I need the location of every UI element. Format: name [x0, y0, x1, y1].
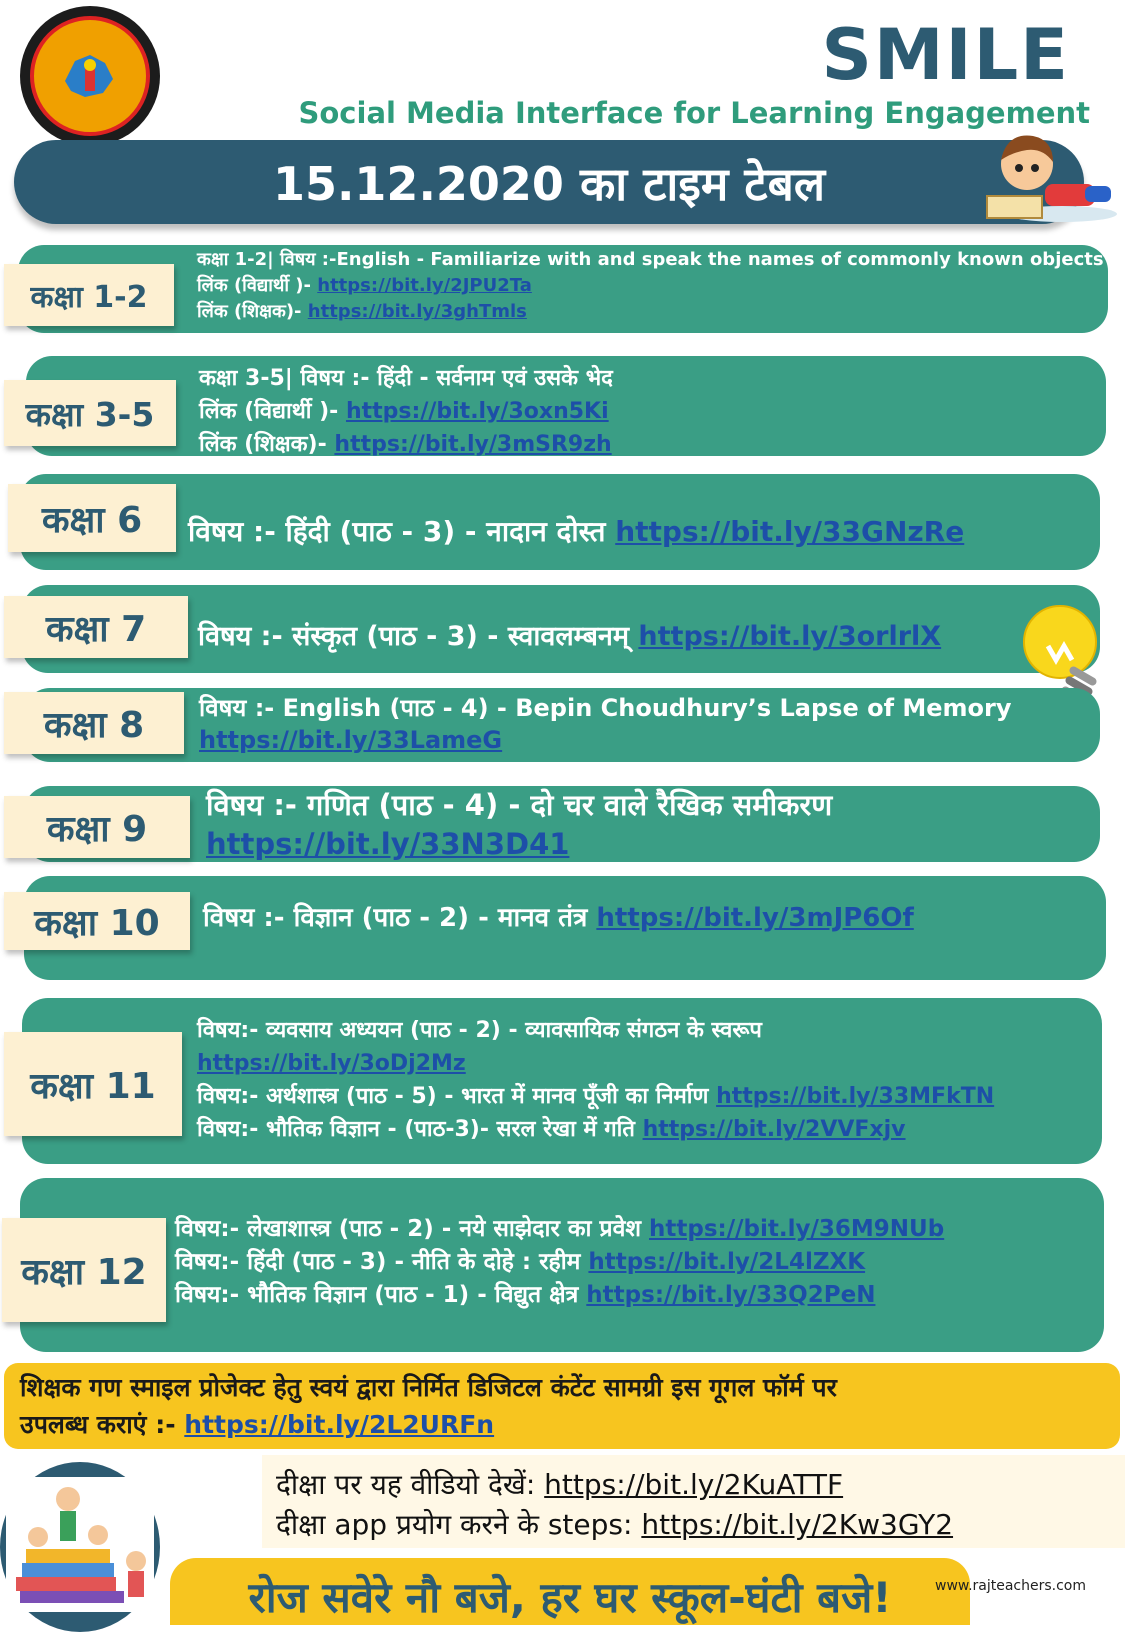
line	[199, 395, 613, 428]
line-text: विषय:- भौतिक विज्ञान - (पाठ-3)- सरल रेखा में गति	[197, 1117, 643, 1142]
class-content-1-2	[197, 247, 1104, 325]
page-title: SMILE	[821, 14, 1070, 96]
line-text: लिंक (शिक्षक)-	[199, 432, 335, 457]
line	[175, 1279, 944, 1312]
line	[197, 1014, 994, 1047]
lesson-link[interactable]: https://bit.ly/2L4lZXK	[588, 1249, 866, 1275]
line	[197, 1047, 994, 1080]
class-content-9	[206, 786, 832, 864]
line	[175, 1246, 944, 1279]
kids-on-books-icon	[6, 1477, 154, 1612]
line-text: कक्षा 3-5| विषय :- हिंदी - सर्वनाम एवं उसके भेद	[199, 366, 613, 391]
diksha-line	[276, 1505, 953, 1545]
slogan-bar	[170, 1558, 970, 1625]
teacher-notice	[4, 1363, 1120, 1449]
diksha-text	[276, 1465, 953, 1545]
teacher-link[interactable]: https://bit.ly/3mSR9zh	[334, 432, 612, 457]
line	[206, 825, 832, 864]
class-content-8	[199, 692, 1012, 756]
line	[197, 247, 1104, 273]
google-form-link[interactable]: https://bit.ly/2L2URFn	[184, 1410, 495, 1439]
lesson-link[interactable]: https://bit.ly/2VVFxjv	[642, 1117, 906, 1142]
logo-emblem-icon	[30, 16, 150, 136]
notice-line	[20, 1406, 1108, 1443]
line-text: विषय :- गणित (पाठ - 4) - दो चर वाले रैखिक समीकरण	[206, 788, 833, 822]
diksha-info	[262, 1455, 1125, 1548]
line	[197, 1080, 994, 1113]
line-text: लिंक (विद्यार्थी )-	[197, 275, 318, 296]
page-subtitle: Social Media Interface for Learning Engagement	[298, 96, 1090, 130]
line	[197, 273, 1104, 299]
diksha-steps-link[interactable]: https://bit.ly/2Kw3GY2	[641, 1508, 954, 1541]
line-text: विषय :- हिंदी (पाठ - 3) - नादान दोस्त	[188, 515, 616, 548]
date-banner	[14, 140, 1084, 224]
line	[199, 692, 1012, 724]
line	[175, 1213, 944, 1246]
line-text: विषय :- विज्ञान (पाठ - 2) - मानव तंत्र	[203, 903, 597, 933]
lesson-link[interactable]: https://bit.ly/33Q2PeN	[586, 1282, 876, 1308]
line-text: विषय:- हिंदी (पाठ - 3) - नीति के दोहे : रहीम	[175, 1249, 589, 1275]
line-text: विषय:- लेखाशास्त्र (पाठ - 2) - नये साझेदार का प्रवेश	[175, 1216, 650, 1242]
notice-line-text: उपलब्ध कराएं :-	[20, 1410, 185, 1439]
reading-kid-icon	[967, 126, 1117, 226]
lesson-link[interactable]: https://bit.ly/33N3D41	[206, 827, 570, 861]
class-tab-9: कक्षा 9	[4, 796, 190, 858]
slogan-text: रोज सवेरे नौ बजे, हर घर स्कूल-घंटी बजे!	[248, 1573, 892, 1622]
lesson-link[interactable]: https://bit.ly/36M9NUb	[649, 1216, 945, 1242]
lesson-link[interactable]: https://bit.ly/33MFkTN	[716, 1084, 995, 1109]
notice-line: शिक्षक गण स्माइल प्रोजेक्ट हेतु स्वयं द्वारा निर्मित डिजिटल कंटेंट सामग्री इस गूगल फॉर्म पर	[20, 1373, 837, 1402]
lesson-link[interactable]: https://bit.ly/33LameG	[199, 726, 503, 754]
class-tab-6: कक्षा 6	[8, 484, 176, 552]
line-text: विषय :- English (पाठ - 4) - Bepin Choudhury’s Lapse of Memory	[199, 694, 1012, 722]
line-text: विषय:- व्यवसाय अध्ययन (पाठ - 2) - व्यावसायिक संगठन के स्वरूप	[197, 1018, 762, 1043]
class-tab-3-5: कक्षा 3-5	[4, 380, 176, 446]
banner-title: 15.12.2020 का टाइम टेबल	[272, 157, 826, 211]
line	[197, 299, 1104, 325]
line-text: लिंक (शिक्षक)-	[197, 301, 308, 322]
line	[199, 724, 1012, 756]
line	[206, 786, 832, 825]
line	[188, 512, 964, 550]
line-text: लिंक (विद्यार्थी )-	[199, 399, 346, 424]
line	[197, 1113, 994, 1146]
class-content-11	[197, 1014, 994, 1146]
lesson-link[interactable]: https://bit.ly/3oDj2Mz	[197, 1051, 466, 1076]
class-tab-12: कक्षा 12	[2, 1218, 166, 1322]
line-text: कक्षा 1-2| विषय :-English - Familiarize with and speak the names of commonly known objects	[197, 249, 1104, 270]
class-content-3-5	[199, 362, 613, 461]
student-link[interactable]: https://bit.ly/2JPU2Ta	[317, 275, 532, 296]
diksha-label: दीक्षा पर यह वीडियो देखें:	[276, 1468, 545, 1501]
line-text: विषय:- अर्थशास्त्र (पाठ - 5) - भारत में मानव पूँजी का निर्माण	[197, 1084, 717, 1109]
diksha-line	[276, 1465, 953, 1505]
lesson-link[interactable]: https://bit.ly/33GNzRe	[615, 515, 965, 548]
student-link[interactable]: https://bit.ly/3oxn5Ki	[345, 399, 609, 424]
class-content-12	[175, 1213, 944, 1312]
line	[198, 616, 941, 653]
rajasthan-shiksha-logo	[20, 6, 160, 146]
class-tab-11: कक्षा 11	[4, 1032, 182, 1136]
line	[199, 362, 613, 395]
lesson-link[interactable]: https://bit.ly/3orlrlX	[638, 621, 942, 652]
class-tab-8: कक्षा 8	[4, 692, 184, 754]
class-tab-10: कक्षा 10	[4, 892, 190, 950]
diksha-label: दीक्षा app प्रयोग करने के steps:	[276, 1508, 642, 1541]
teacher-link[interactable]: https://bit.ly/3ghTmls	[307, 301, 527, 322]
class-content-10	[203, 898, 914, 934]
line	[199, 428, 613, 461]
line-text: विषय:- भौतिक विज्ञान (पाठ - 1) - विद्युत क्षेत्र	[175, 1282, 587, 1308]
class-content-7	[198, 616, 941, 653]
notice-text	[20, 1369, 1108, 1443]
class-content-6	[188, 512, 964, 550]
diksha-video-link[interactable]: https://bit.ly/2KuATTF	[544, 1468, 844, 1501]
line	[203, 898, 914, 934]
class-tab-7: कक्षा 7	[4, 596, 188, 658]
class-tab-1-2: कक्षा 1-2	[4, 264, 174, 326]
line-text: विषय :- संस्कृत (पाठ - 3) - स्वावलम्बनम्	[198, 621, 639, 652]
website-url[interactable]: www.rajteachers.com	[935, 1578, 1087, 1594]
lesson-link[interactable]: https://bit.ly/3mJP6Of	[596, 903, 914, 933]
